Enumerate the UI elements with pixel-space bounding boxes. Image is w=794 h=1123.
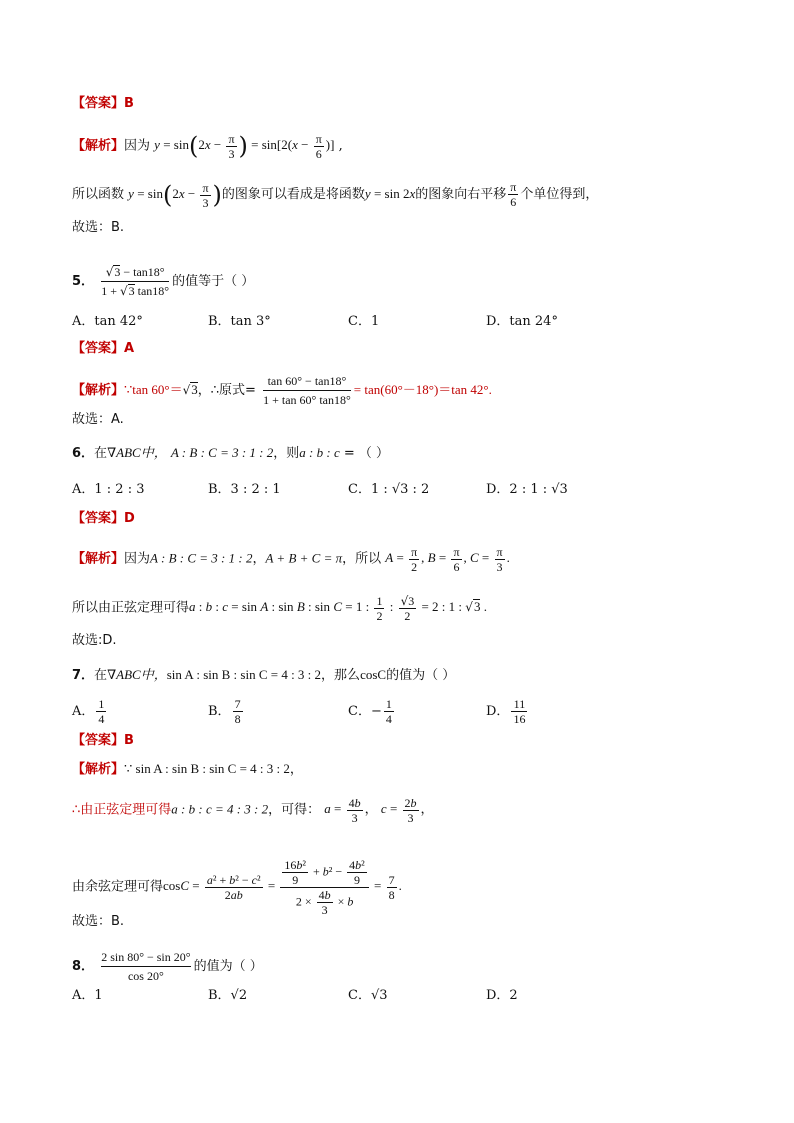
q5-option-d: D．tan 24° [486, 314, 558, 329]
q7-analysis-line2 [72, 796, 434, 825]
q7-analysis2-ratio: a : b : c = 4 : 3 : 2 [171, 801, 269, 817]
q6-analysis1-ratio: A : B : C = 3 : 1 : 2 [150, 550, 253, 566]
q6-number: 6． [72, 446, 95, 461]
q7-answer-value: B [124, 733, 134, 748]
q5-expression: $\frac{√3 - \tan 18^\circ}{1 + √3 \tan 18^\circ}$ [101, 265, 170, 298]
q7-analysis-line1 [72, 759, 303, 780]
q4-answer-value: B [124, 96, 134, 111]
q6-choose [72, 631, 117, 651]
q5-option-b: B．tan 3° [208, 314, 271, 329]
q8-option-a: A．1 [72, 988, 103, 1003]
q6-stem-f: = （ ） [339, 446, 390, 461]
q7-answer-line [72, 731, 134, 751]
q4-analysis-text-2: 所以函数 [72, 187, 125, 202]
q7-analysis3-prefix: 由余弦定理可得 [72, 879, 164, 895]
q7-number: 7． [72, 668, 95, 683]
q5-answer-value: A [124, 341, 135, 356]
q7-option-d [486, 697, 529, 726]
q6-stem-d: ，则 [273, 446, 300, 461]
q6-analysis1-sum: A + B + C = π [265, 550, 343, 566]
q6-option-b: B．3 : 2 : 1 [208, 482, 281, 497]
q5-choose [72, 410, 124, 430]
q6-choose-text: 故选:D. [72, 633, 117, 648]
analysis-label: 【解析】 [72, 762, 125, 777]
q6-stem-ratio: A : B : C = 3 : 1 : 2 [170, 445, 274, 460]
q5-stem-suffix: 的值等于（ ） [172, 274, 255, 289]
q7-option-c-den: 4 [385, 712, 392, 726]
q7-stem-ratio: sin A : sin B : sin C = 4 : 3 : 2 [166, 667, 322, 682]
q6-analysis-line1: 【解析】因为A : B : C = 3 : 1 : 2，A + B + C = π，所以 A = $\frac{\pi}{2}$ , B = $\frac{\pi}{6}$ , C = $\frac{\pi}{3}$ . [72, 545, 510, 574]
q4-choose-text: 故选：B. [72, 220, 125, 235]
q7-stem-b: ABC中， [116, 667, 167, 682]
q4-answer-line [72, 94, 134, 114]
answer-label: 【答案】 [72, 511, 125, 526]
q7-stem-a: 在 [94, 668, 108, 683]
q7-stem [72, 665, 455, 686]
q7-analysis2-prefix: ∴由正弦定理可得 [72, 802, 172, 818]
q8-option-d: D．2 [486, 988, 518, 1003]
q4-formula-2: y = sin(2x − $\frac{\pi}{3}$ ) [128, 180, 222, 210]
q7-analysis1: ∵ sin A : sin B : sin C = 4 : 3 : 2， [124, 761, 303, 776]
q8-option-c: C．√3 [348, 988, 388, 1003]
q6-option-a: A．1 : 2 : 3 [72, 482, 145, 497]
q5-analysis-suffix: = tan(60°－18°)＝tan 42°. [353, 382, 492, 397]
q6-analysis1-so: ，所以 [342, 551, 382, 567]
q7-choose-text: 故选：B. [72, 914, 125, 929]
q4-analysis-text-4: 的图象向右平移 [415, 187, 507, 202]
q7-cos-formula: cosC = $\frac{\text{a² + b² − c²}}{2ab}$ = $\frac{\text{16b²}}{9}$ + b² − $\frac{\text{4b²}}{9}$ 2 × $\frac{4b}{3}$ × b = $\frac{7}{8}$ . [163, 858, 402, 917]
q7-option-d-den: 16 [513, 712, 526, 726]
q8-stem [72, 948, 263, 985]
q5-analysis-mid: ，∴原式= [197, 383, 256, 398]
q7-option-c: C．− $\frac{1}{4}$ [348, 697, 392, 726]
analysis-label: 【解析】 [72, 138, 125, 154]
answer-label: 【答案】 [72, 733, 125, 748]
q4-analysis-text-5: 个单位得到， [520, 187, 599, 202]
q5-analysis-prefix: ∵tan 60°＝ [124, 382, 183, 397]
q6-stem-a: 在 [94, 446, 108, 461]
q8-option-b: B．√2 [208, 988, 248, 1003]
q5-option-c: C．1 [348, 314, 380, 329]
analysis-label: 【解析】 [72, 551, 125, 567]
q4-analysis-line2 [72, 180, 598, 210]
q6-angle-values: A = $\frac{\pi}{2}$ , B = $\frac{\pi}{6}$ , C = $\frac{\pi}{3}$ . [385, 545, 510, 574]
analysis-label: 【解析】 [72, 383, 125, 398]
q7-stem-d: ，那么 [321, 668, 361, 683]
q6-option-d: D．2 : 1 : √3 [486, 482, 568, 497]
q5-analysis [72, 372, 492, 409]
q6-analysis-line2 [72, 594, 487, 623]
q7-choose [72, 912, 124, 932]
q6-option-c: C．1 : √3 : 2 [348, 482, 430, 497]
q4-formula-3: y = sin 2x [364, 186, 416, 201]
q7-side-values: a = $\frac{4b}{3}$ ， c = $\frac{2b}{3}$ ， [324, 796, 434, 825]
q7-stem-e: cosC [360, 667, 387, 682]
q7-option-c-label: C． [348, 704, 371, 719]
q7-option-a-num: 1 [98, 697, 105, 711]
triangle-icon: ∇ [107, 446, 117, 461]
answer-label: 【答案】 [72, 96, 125, 111]
q4-analysis-text: 因为 [124, 138, 151, 154]
q6-analysis1-prefix: 因为 [124, 551, 151, 567]
q6-answer-line [72, 509, 135, 529]
q6-stem-e: a : b : c [299, 445, 340, 460]
q8-number: 8． [72, 959, 95, 974]
q7-option-b-den: 8 [234, 712, 241, 726]
q6-stem [72, 443, 389, 464]
answer-label: 【答案】 [72, 341, 125, 356]
q7-option-a [72, 697, 108, 726]
q5-sqrt3: √3 [182, 382, 198, 397]
q4-analysis-text-3: 的图象可以看成是将函数 [221, 187, 365, 202]
q6-stem-b: ABC中， [116, 445, 167, 460]
triangle-icon: ∇ [107, 668, 117, 683]
q5-number: 5． [72, 274, 95, 289]
q5-answer-line [72, 339, 134, 359]
q4-analysis-line1: 【解析】因为 y = sin(2x − $\frac{\pi}{3}$ ) = sin[2(x − $\frac{\pi}{6}$ )] , [72, 132, 343, 161]
q7-option-b [208, 697, 245, 726]
q7-analysis-line3 [72, 858, 402, 917]
q4-choose [72, 218, 124, 238]
q7-option-d-label: D． [486, 704, 510, 719]
q6-answer-value: D [124, 511, 135, 526]
q7-option-d-num: 11 [511, 697, 527, 712]
q5-stem [72, 263, 254, 300]
q6-analysis2-formula: a : b : c = sin A : sin B : sin C = 1 : $\frac{1}{2}$ : $\frac{√3}{2}$ = 2 : 1 : √3 . [189, 594, 487, 623]
q8-expression: $\frac{2 \sin 80^\circ - \sin 20^\circ}{\cos 20^\circ}$ [101, 950, 191, 983]
q7-analysis2-mid: ，可得： [268, 802, 321, 818]
q7-option-c-num: 1 [385, 697, 392, 711]
q5-option-a: A．tan 42° [72, 314, 143, 329]
q7-option-b-label: B． [208, 704, 231, 719]
q7-stem-f: 的值为（ ） [386, 668, 456, 683]
q8-stem-suffix: 的值为（ ） [193, 959, 263, 974]
q7-option-a-den: 4 [98, 712, 105, 726]
q5-choose-text: 故选：A. [72, 412, 124, 427]
q7-option-b-num: 7 [234, 697, 241, 711]
q7-option-a-label: A． [72, 704, 95, 719]
q4-formula-1: y = sin(2x − $\frac{\pi}{3}$ ) = sin[2(x − $\frac{\pi}{6}$ )] [154, 132, 335, 161]
q4-shift-fraction: $\frac{\pi}{6}$ [510, 180, 517, 209]
q6-analysis2-prefix: 所以由正弦定理可得 [72, 600, 190, 616]
q5-analysis-fraction: $\frac{\tan 60^\circ - \tan 18^\circ}{1 + \tan 60^\circ \tan 18^\circ}$ [263, 374, 351, 407]
